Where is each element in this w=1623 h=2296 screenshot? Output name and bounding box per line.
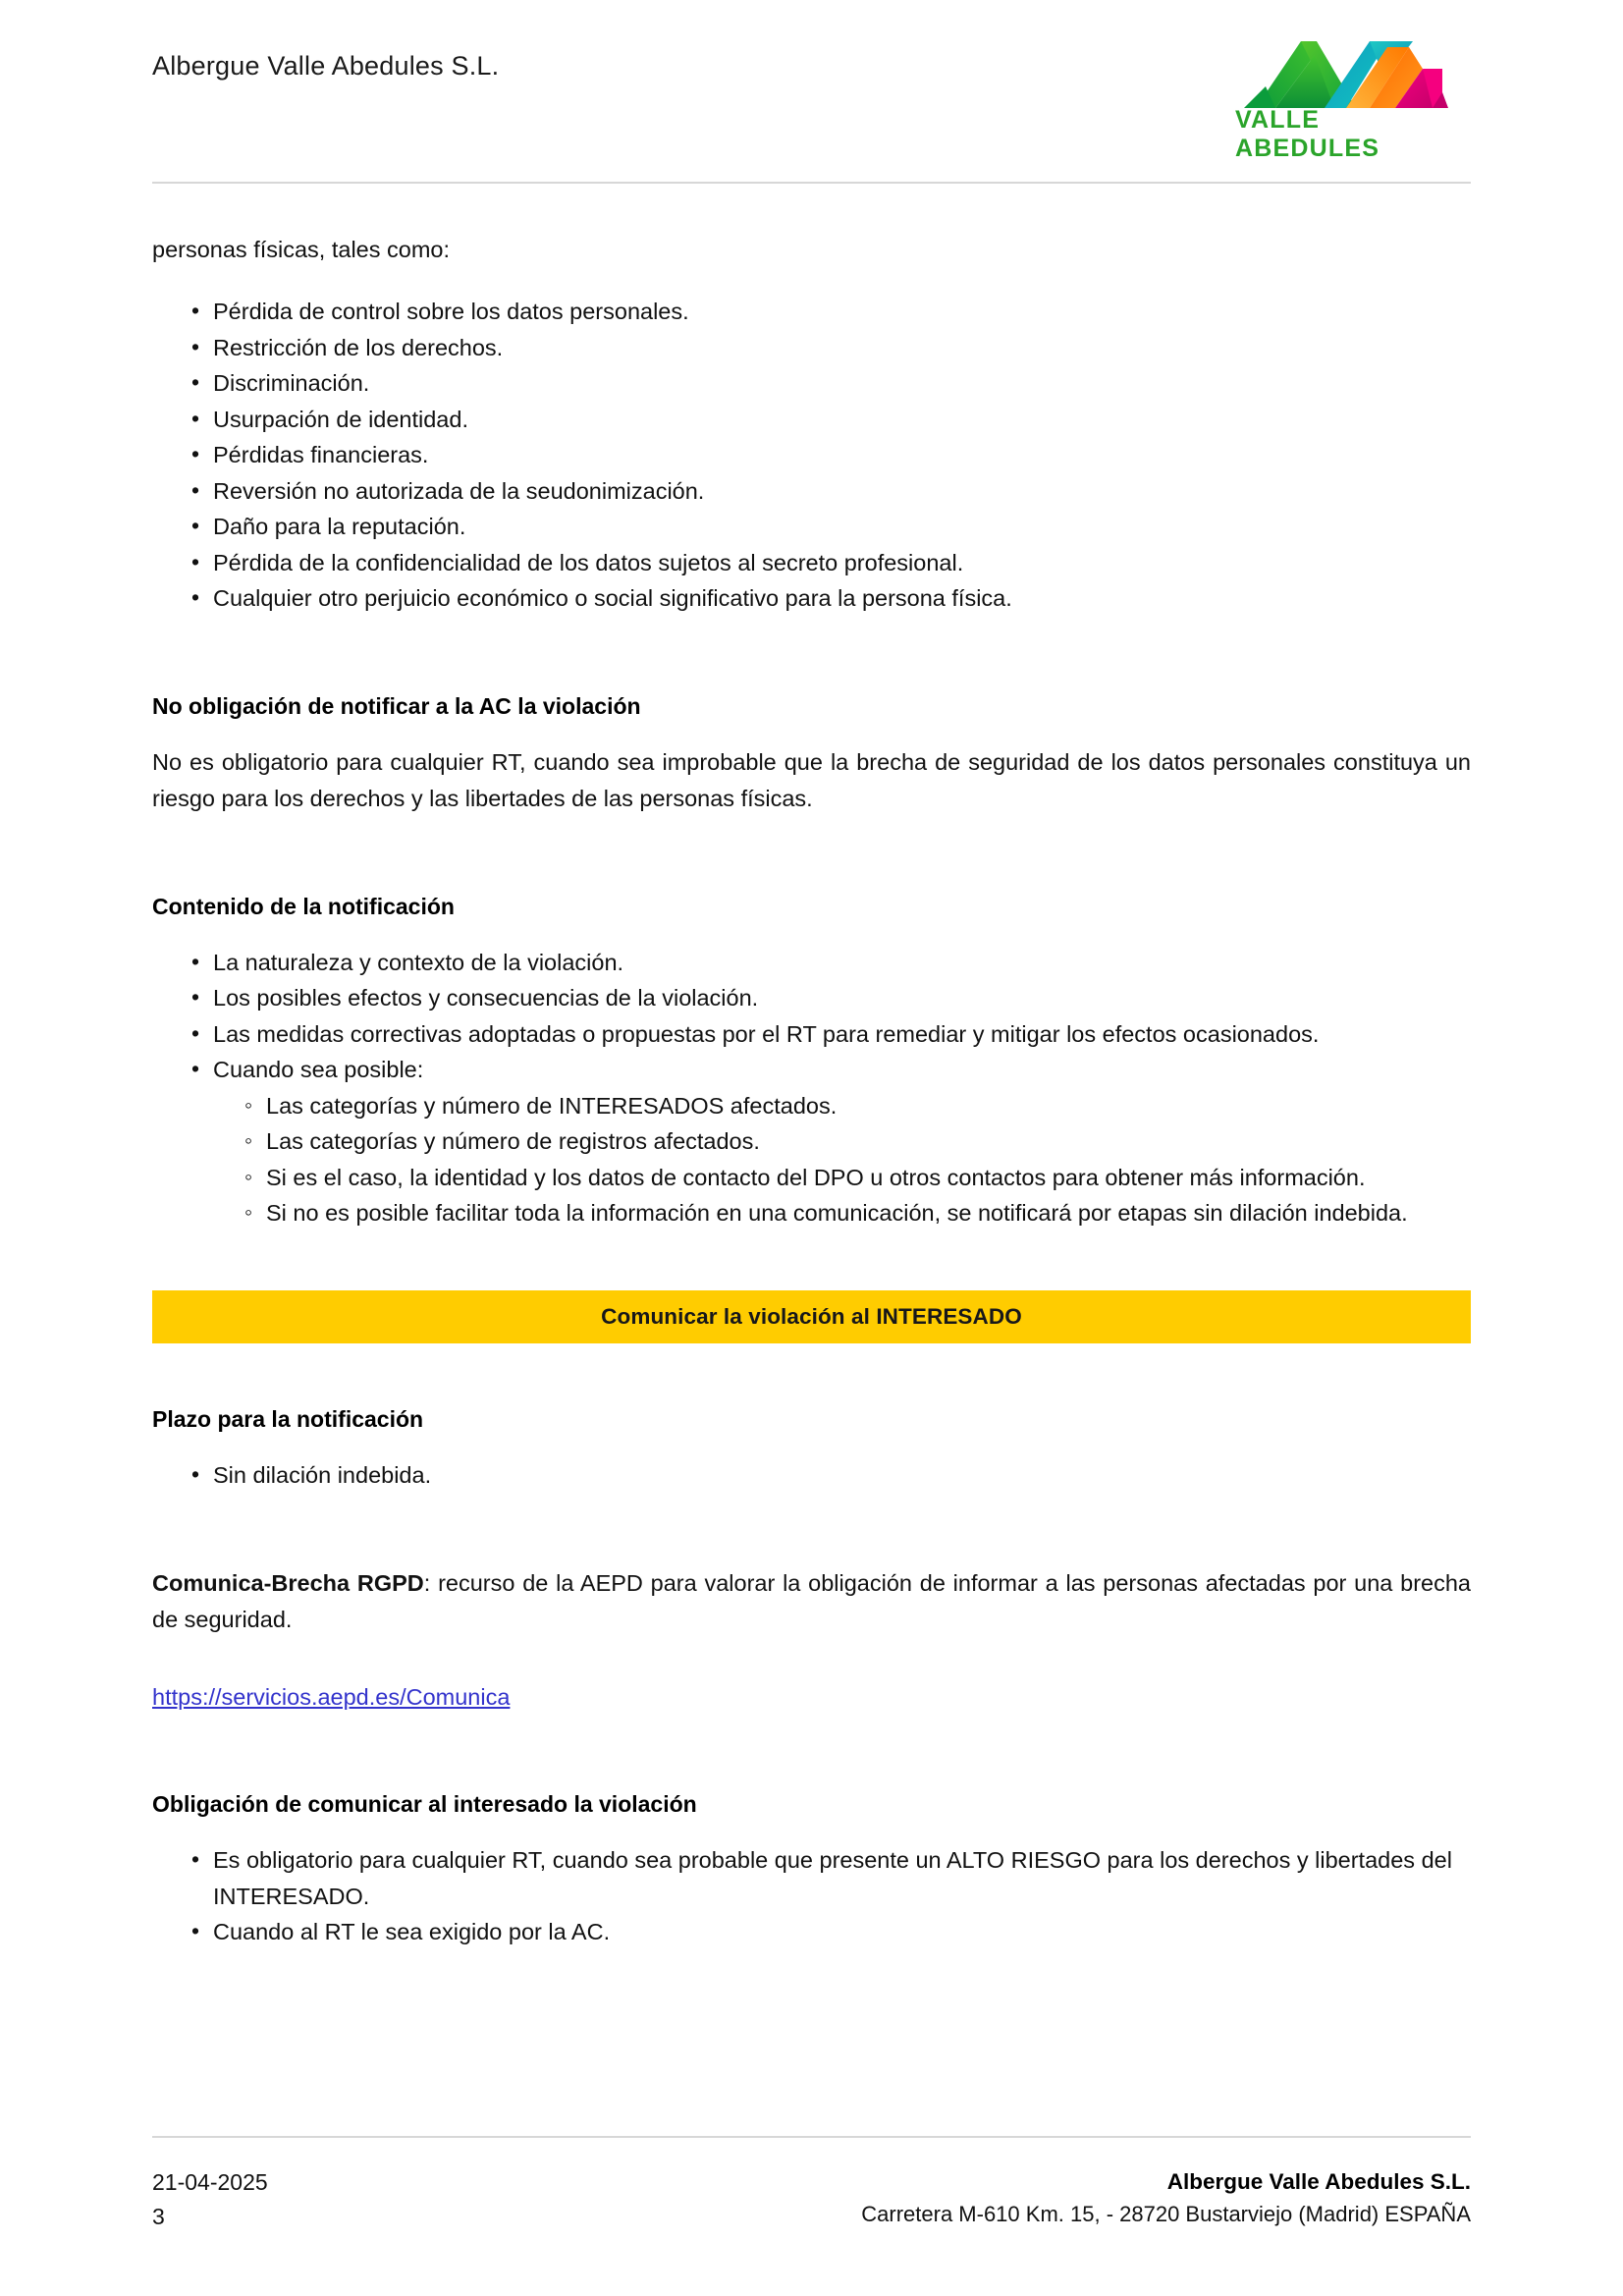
list-item: • Las medidas correctivas adoptadas o propuestas por el RT para remediar y mitigar los efectos ocasionados. [152, 1016, 1471, 1053]
footer-page-number: 3 [152, 2204, 165, 2229]
list-item: • Es obligatorio para cualquier RT, cuando sea probable que presente un ALTO RIESGO para los derechos y libertades del INTERESADO. [152, 1842, 1471, 1914]
sub-list-item: ◦ Si no es posible facilitar toda la información en una comunicación, se notificará por etapas sin dilación indebida. [152, 1195, 1471, 1231]
company-logo [1235, 26, 1471, 163]
paragraph-resource [152, 1565, 1471, 1638]
notification-content-sublist [152, 1088, 1471, 1231]
lead-paragraph: personas físicas, tales como: [152, 237, 451, 262]
section-banner [152, 1290, 1471, 1343]
deadline-list [152, 1457, 1471, 1494]
resource-text: : recurso de la AEPD para valorar la obligación de informar a las personas afectadas por una brecha de seguridad. [152, 1570, 1471, 1632]
valle-abedules-mountain-icon [1240, 26, 1466, 108]
list-item: • Cualquier otro perjuicio económico o social significativo para la persona física. [152, 580, 1471, 617]
list-item: • Los posibles efectos y consecuencias de la violación. [152, 980, 1471, 1016]
page-footer [152, 2165, 1471, 2234]
resource-bold-prefix: Comunica-Brecha RGPD [152, 1570, 424, 1596]
list-item: • Daño para la reputación. [152, 509, 1471, 545]
header-company-name: Albergue Valle Abedules S.L. [152, 51, 500, 81]
consequences-list [152, 294, 1471, 617]
logo-wordmark: VALLE ABEDULES [1235, 106, 1380, 162]
heading-obligation: Obligación de comunicar al interesado la violación [152, 1791, 697, 1817]
footer-company-name: Albergue Valle Abedules S.L. [1166, 2169, 1471, 2194]
list-item: • Restricción de los derechos. [152, 330, 1471, 366]
sub-list-item: ◦ Las categorías y número de registros afectados. [152, 1123, 1471, 1160]
heading-notification-content: Contenido de la notificación [152, 893, 455, 919]
list-item: • Pérdidas financieras. [152, 437, 1471, 473]
paragraph-no-obligation: No es obligatorio para cualquier RT, cuando sea improbable que la brecha de seguridad de los datos personales constituya un riesgo para los derechos y las libertades de las personas físicas. [152, 748, 1471, 811]
notification-content-list [152, 945, 1471, 1088]
aepd-comunica-link[interactable]: https://servicios.aepd.es/Comunica [152, 1684, 511, 1710]
sub-list-item: ◦ Si es el caso, la identidad y los datos de contacto del DPO u otros contactos para obtener más información. [152, 1160, 1471, 1196]
list-item: • Cuando al RT le sea exigido por la AC. [152, 1914, 1471, 1950]
list-item: • Usurpación de identidad. [152, 402, 1471, 438]
footer-date: 21-04-2025 [152, 2169, 268, 2195]
footer-address: Carretera M-610 Km. 15, - 28720 Bustarviejo (Madrid) ESPAÑA [861, 2202, 1471, 2226]
footer-divider [152, 2136, 1471, 2138]
sub-list-item: ◦ Las categorías y número de INTERESADOS afectados. [152, 1088, 1471, 1124]
footer-right-block [861, 2165, 1471, 2230]
obligation-list [152, 1842, 1471, 1950]
heading-deadline: Plazo para la notificación [152, 1405, 424, 1432]
list-item: • Pérdida de control sobre los datos personales. [152, 294, 1471, 330]
page-header [0, 0, 1623, 192]
heading-no-obligation: No obligación de notificar a la AC la violación [152, 692, 641, 719]
list-item: • Discriminación. [152, 365, 1471, 402]
list-item: • Reversión no autorizada de la seudonimización. [152, 473, 1471, 510]
footer-left-block [152, 2165, 268, 2234]
banner-label: Comunicar la violación al INTERESADO [601, 1303, 1022, 1329]
list-item: • La naturaleza y contexto de la violación. [152, 945, 1471, 981]
document-content [152, 232, 1471, 1950]
list-item: • Cuando sea posible: [152, 1052, 1471, 1088]
header-divider [152, 182, 1471, 184]
list-item: • Pérdida de la confidencialidad de los datos sujetos al secreto profesional. [152, 545, 1471, 581]
list-item: • Sin dilación indebida. [152, 1457, 1471, 1494]
